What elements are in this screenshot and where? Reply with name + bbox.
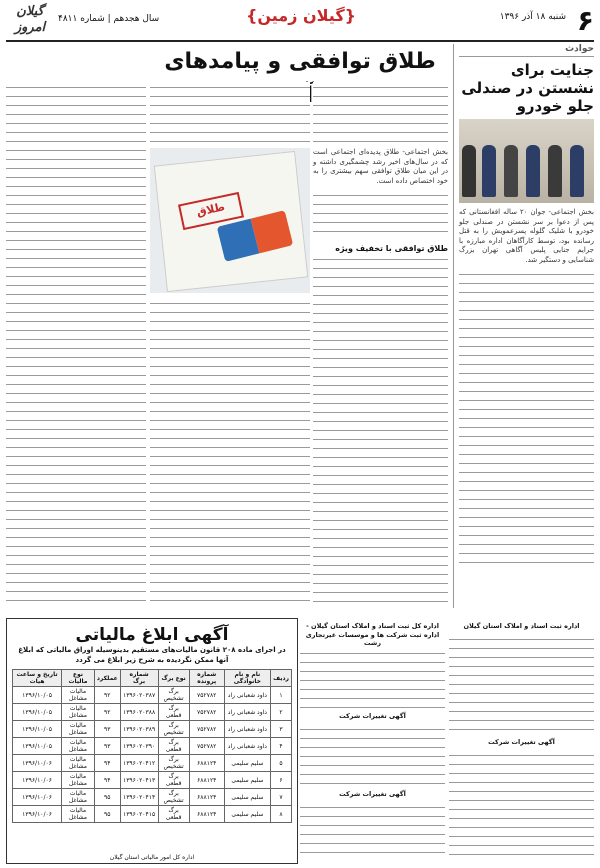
table-row <box>13 772 292 789</box>
table-cell: ۹۳ <box>94 721 120 738</box>
person-figure <box>482 145 496 197</box>
divorce-stamp: طلاق <box>178 192 244 230</box>
table-row <box>13 687 292 704</box>
table-row <box>13 755 292 772</box>
table-cell: ۸ <box>271 806 292 823</box>
person-figure <box>570 145 584 197</box>
table-cell: ۷۵۲۷۸۲ <box>189 687 224 704</box>
table-cell: داود شعبانی راد <box>224 704 270 721</box>
table-row <box>13 721 292 738</box>
main-body-text <box>150 82 310 144</box>
main-headline: طلاق توافقی و پیامدهای <box>164 49 436 74</box>
table-cell: مالیات مشاغل <box>62 806 95 823</box>
table-cell: ۱۳۹۶۰۲۰۳۹۰ <box>120 738 158 755</box>
section-title: {گیلان زمین} <box>245 6 357 25</box>
tax-table <box>12 669 292 823</box>
table-cell: ۱۳۹۶۰۲۰۴۱۴ <box>120 789 158 806</box>
table-cell: سلیم سلیمی <box>224 772 270 789</box>
notice-body <box>449 634 594 734</box>
table-cell: ۷۵۲۷۸۲ <box>189 721 224 738</box>
table-cell: ۹۵ <box>94 789 120 806</box>
main-subhead: طلاق توافقی با تخفیف ویژه <box>335 244 448 253</box>
table-cell: ۱۳۹۶۰۲۰۴۱۵ <box>120 806 158 823</box>
ad-title: آگهی ابلاغ مالیاتی <box>75 625 229 645</box>
person-figure <box>504 145 518 197</box>
side-lead: بخش اجتماعی- جوان ۲۰ ساله افغانستانی که پس از دعوا بر سر نشستن در صندلی جلو خودرو با شلیک گلوله پسرعمویش را به قتل رسانده بود، توسط کارآگاهان اداره مبارزه با جرایم جنایی پلیس آگاهی تهران بزرگ شناسایی و دستگیر شد. <box>459 208 594 264</box>
table-cell: مالیات مشاغل <box>62 755 95 772</box>
main-lead: بخش اجتماعی- طلاق پدیده‌ای اجتماعی است که در سال‌های اخیر رشد چشمگیری داشته و در این میان طلاق توافقی سهم بیشتری را به خود اختصاص داده است. <box>313 148 448 185</box>
table-cell: ۶۸۸۱۲۴ <box>189 789 224 806</box>
table-cell: ۱۳۹۶/۱۰/۰۶ <box>13 772 62 789</box>
table-cell: ۷ <box>271 789 292 806</box>
table-cell: ۲ <box>271 704 292 721</box>
ad-subtitle: در اجرای ماده ۲۰۸ قانون مالیات‌های مستقیم بدینوسیله اوراق مالیاتی که ابلاغ آنها ممکن نگردیده به شرح زیر ابلاغ می گردد <box>18 646 286 664</box>
table-cell: سلیم سلیمی <box>224 806 270 823</box>
notice-heading: آگهی تغییرات شرکت <box>339 712 406 720</box>
ad-footer: اداره کل امور مالیاتی استان گیلان <box>109 854 195 861</box>
table-header: ردیف <box>271 670 292 687</box>
table-cell: ۱۳۹۶۰۲۰۳۸۸ <box>120 704 158 721</box>
table-cell: ۶۸۸۱۲۴ <box>189 755 224 772</box>
issue-number: سال هجدهم | شماره ۴۸۱۱ <box>58 14 160 24</box>
table-cell: ۹۴ <box>94 772 120 789</box>
tax-notice-ad <box>6 618 298 864</box>
table-cell: ۹۳ <box>94 738 120 755</box>
table-header: عملکرد <box>94 670 120 687</box>
suspects-photo <box>459 119 594 203</box>
table-cell: ۱۳۹۶۰۲۰۳۸۹ <box>120 721 158 738</box>
issue-date: شنبه ۱۸ آذر ۱۳۹۶ <box>499 12 566 22</box>
side-kicker: حوادث <box>459 44 594 57</box>
column-rule <box>453 44 454 608</box>
table-cell: ۱۳۹۶۰۲۰۴۱۲ <box>120 755 158 772</box>
table-cell: مالیات مشاغل <box>62 738 95 755</box>
notice-heading: آگهی تغییرات شرکت <box>488 738 555 746</box>
main-body-text <box>6 82 146 604</box>
table-cell: ۹۵ <box>94 806 120 823</box>
table-header: شماره برگ <box>120 670 158 687</box>
table-cell: سلیم سلیمی <box>224 755 270 772</box>
table-cell: ۹۴ <box>94 755 120 772</box>
side-article <box>459 44 594 608</box>
notice-heading: اداره کل ثبت اسناد و املاک استان گیلان - اداره ثبت شرکت ها و موسسات غیرتجاری رشت <box>305 622 440 647</box>
table-cell: ۵ <box>271 755 292 772</box>
table-cell: برگ تشخیص <box>158 721 189 738</box>
table-cell: ۶۸۸۱۲۴ <box>189 806 224 823</box>
notice-body <box>300 802 445 858</box>
table-cell: ۶ <box>271 772 292 789</box>
table-cell: برگ قطعی <box>158 772 189 789</box>
page-header <box>6 4 594 42</box>
table-cell: ۱۳۹۶/۱۰/۰۶ <box>13 806 62 823</box>
table-header: نام و نام خانوادگی <box>224 670 270 687</box>
side-body-text <box>459 269 594 569</box>
person-figure <box>462 145 476 197</box>
table-cell: برگ قطعی <box>158 738 189 755</box>
table-row <box>13 789 292 806</box>
table-cell: ۹۲ <box>94 704 120 721</box>
table-cell: ۱۳۹۶۰۲۰۳۸۷ <box>120 687 158 704</box>
table-cell: برگ تشخیص <box>158 687 189 704</box>
table-cell: برگ قطعی <box>158 704 189 721</box>
table-cell: ۶۸۸۱۲۴ <box>189 772 224 789</box>
table-cell: ۱۳۹۶/۱۰/۰۶ <box>13 755 62 772</box>
table-cell: ۱۳۹۶/۱۰/۰۵ <box>13 704 62 721</box>
table-cell: ۴ <box>271 738 292 755</box>
table-cell: ۹۲ <box>94 687 120 704</box>
table-cell: ۱۳۹۶/۱۰/۰۵ <box>13 738 62 755</box>
table-cell: مالیات مشاغل <box>62 789 95 806</box>
table-header: نوع برگ <box>158 670 189 687</box>
table-header: نوع مالیات <box>62 670 95 687</box>
table-cell: داود شعبانی راد <box>224 721 270 738</box>
table-cell: ۷۵۲۷۸۲ <box>189 738 224 755</box>
table-cell: برگ تشخیص <box>158 789 189 806</box>
main-body-text <box>150 298 310 604</box>
side-headline: جنایت برای نشستن در صندلی جلو خودرو <box>461 61 594 115</box>
table-body <box>13 687 292 823</box>
legal-notices <box>300 618 594 862</box>
person-figure <box>526 145 540 197</box>
divorce-illustration <box>150 148 310 293</box>
table-header: شماره پرونده <box>189 670 224 687</box>
table-header: تاریخ و ساعت هیات <box>13 670 62 687</box>
notice-body <box>300 648 445 708</box>
masthead-logo: گیلان امروز <box>14 4 46 35</box>
table-cell: سلیم سلیمی <box>224 789 270 806</box>
notice-body <box>449 750 594 858</box>
table-cell: ۷۵۲۷۸۲ <box>189 704 224 721</box>
table-cell: برگ تشخیص <box>158 755 189 772</box>
table-cell: ۱۳۹۶/۱۰/۰۶ <box>13 789 62 806</box>
table-cell: داود شعبانی راد <box>224 687 270 704</box>
table-cell: ۳ <box>271 721 292 738</box>
table-row <box>13 806 292 823</box>
table-row <box>13 704 292 721</box>
main-body-text <box>313 190 448 238</box>
main-body-text <box>313 82 448 142</box>
notice-body <box>300 724 445 786</box>
table-cell: برگ قطعی <box>158 806 189 823</box>
page-number: ۶ <box>576 4 594 37</box>
main-body-text <box>313 254 448 604</box>
table-cell: مالیات مشاغل <box>62 772 95 789</box>
notice-heading: آگهی تغییرات شرکت <box>339 790 406 798</box>
table-cell: ۱ <box>271 687 292 704</box>
table-row <box>13 738 292 755</box>
table-cell: ۱۳۹۶۰۲۰۴۱۳ <box>120 772 158 789</box>
table-cell: مالیات مشاغل <box>62 704 95 721</box>
table-cell: ۱۳۹۶/۱۰/۰۵ <box>13 687 62 704</box>
person-figure <box>548 145 562 197</box>
table-cell: ۱۳۹۶/۱۰/۰۵ <box>13 721 62 738</box>
table-cell: مالیات مشاغل <box>62 687 95 704</box>
notice-heading: اداره ثبت اسناد و املاک استان گیلان <box>463 622 580 630</box>
table-cell: مالیات مشاغل <box>62 721 95 738</box>
table-cell: داود شعبانی راد <box>224 738 270 755</box>
